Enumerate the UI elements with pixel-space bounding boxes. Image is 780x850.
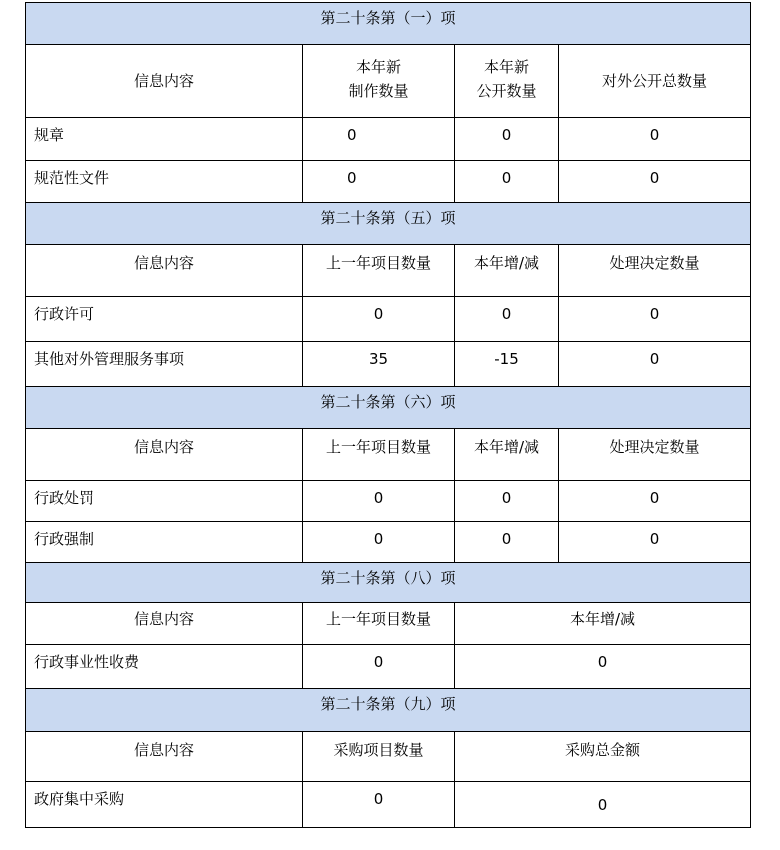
table-cell: 0	[303, 481, 455, 522]
header-last-year-count: 上一年项目数量	[303, 429, 455, 481]
header-decision-count: 处理决定数量	[559, 245, 750, 297]
header-new-published-count: 本年新 公开数量	[455, 45, 559, 118]
table-cell: 0	[455, 522, 559, 563]
table-cell: 0	[559, 522, 750, 563]
table-cell: 0	[559, 342, 750, 387]
row-label-normative-documents: 规范性文件	[26, 161, 303, 203]
header-decision-count: 处理决定数量	[559, 429, 750, 481]
row-label-government-centralized-procurement: 政府集中采购	[26, 782, 303, 827]
table-cell: 0	[303, 297, 455, 342]
header-last-year-count: 上一年项目数量	[303, 245, 455, 297]
disclosure-table	[25, 2, 751, 828]
header-new-created-count: 本年新 制作数量	[303, 45, 455, 118]
table-cell: 0	[303, 782, 455, 827]
header-procurement-total-amount: 采购总金额	[455, 732, 750, 782]
row-label-administrative-penalty: 行政处罚	[26, 481, 303, 522]
row-label-other-management-services: 其他对外管理服务事项	[26, 342, 303, 387]
header-last-year-count: 上一年项目数量	[303, 603, 455, 645]
row-label-regulations: 规章	[26, 118, 303, 161]
table-cell: 0	[597, 796, 608, 814]
table-cell: 0	[455, 161, 559, 203]
table-cell: 0	[455, 645, 750, 689]
section-title-6: 第二十条第（六）项	[26, 387, 750, 429]
table-cell: 0	[303, 161, 455, 203]
table-cell: 0	[455, 481, 559, 522]
header-year-change: 本年增/减	[455, 603, 750, 645]
header-info-content: 信息内容	[26, 429, 303, 481]
header-info-content: 信息内容	[26, 245, 303, 297]
header-info-content: 信息内容	[26, 732, 303, 782]
table-cell: 0	[559, 297, 750, 342]
row-label-administrative-license: 行政许可	[26, 297, 303, 342]
section-title-9: 第二十条第（九）项	[26, 689, 750, 732]
row-label-administrative-enforcement: 行政强制	[26, 522, 303, 563]
section-title-8: 第二十条第（八）项	[26, 563, 750, 603]
table-cell: 0	[559, 481, 750, 522]
header-total-published-count: 对外公开总数量	[559, 45, 750, 118]
header-procurement-count: 采购项目数量	[303, 732, 455, 782]
section-title-1: 第二十条第（一）项	[26, 3, 750, 45]
table-cell: 0	[455, 118, 559, 161]
table-cell: 35	[303, 342, 455, 387]
row-label-administrative-fees: 行政事业性收费	[26, 645, 303, 689]
header-info-content: 信息内容	[26, 603, 303, 645]
header-year-change: 本年增/减	[455, 429, 559, 481]
table-cell: 0	[303, 118, 455, 161]
table-cell: 0	[559, 161, 750, 203]
table-cell: 0	[559, 118, 750, 161]
table-cell: -15	[455, 342, 559, 387]
table-cell: 0	[303, 645, 455, 689]
table-cell: 0	[303, 522, 455, 563]
section-title-5: 第二十条第（五）项	[26, 203, 750, 245]
header-info-content: 信息内容	[26, 45, 303, 118]
header-year-change: 本年增/减	[455, 245, 559, 297]
table-cell: 0	[455, 297, 559, 342]
